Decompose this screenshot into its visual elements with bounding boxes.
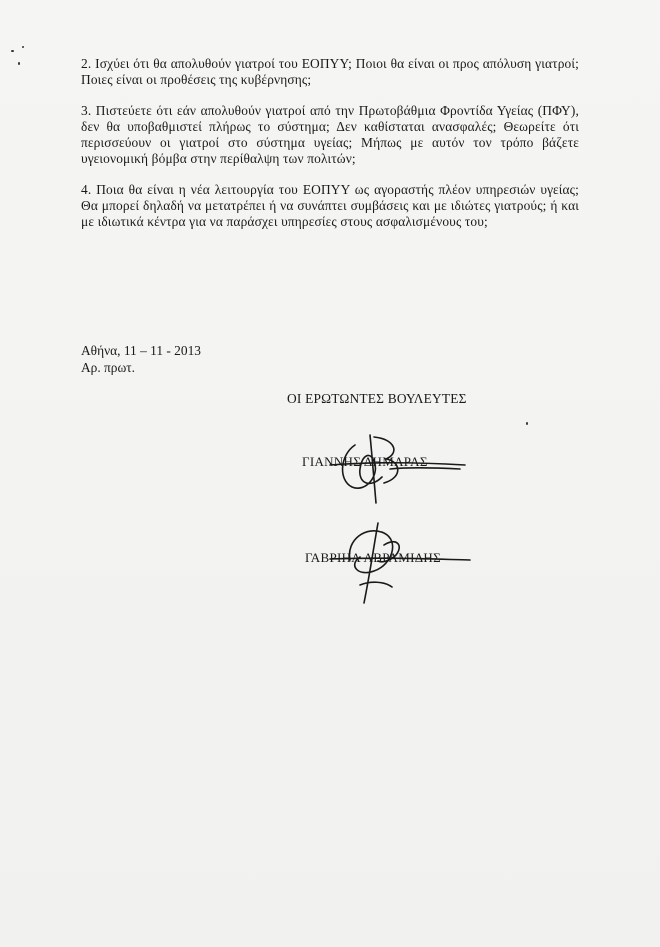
question-4: 4. Ποια θα είναι η νέα λειτουργία του ΕΟΠΥΥ ως αγοραστής πλέον υπηρεσιών υγείας; Θα μπορεί δηλαδή να μετατρέπει ή να συνάπτει συμβάσεις και με ιδιώτες γιατρούς; ή και με ιδιωτικά κέντρα για να παράσχει υπηρεσίες στους ασφαλισμένους του; xyxy=(81,182,579,229)
question-3: 3. Πιστεύετε ότι εάν απολυθούν γιατροί από την Πρωτοβάθμια Φροντίδα Υγείας (ΠΦΥ), δεν θα υποβαθμιστεί πλήρως το σύστημα; Δεν καθίσταται ανασφαλές; Θεωρείτε ότι περισσεύουν οι γιατροί στο σύστημα υγείας; Μήπως με αυτόν τον τρόπο βάζετε υγειονομική βόμβα στην περίθαλψη των πολιτών; xyxy=(81,103,579,166)
scan-speck xyxy=(526,422,528,425)
scan-speck xyxy=(18,62,20,65)
signer-name-avramidis: ΓΑΒΡΙΗΛ ΑΒΡΑΜΙΔΗΣ xyxy=(305,550,441,565)
signature-dimaras xyxy=(300,425,480,510)
signature-avramidis xyxy=(300,515,480,610)
place-date: Αθήνα, 11 – 11 - 2013 xyxy=(81,343,201,358)
signers-heading: ΟΙ ΕΡΩΤΩΝΤΕΣ ΒΟΥΛΕΥΤΕΣ xyxy=(287,391,467,406)
protocol-number: Αρ. πρωτ. xyxy=(81,360,136,375)
question-2: 2. Ισχύει ότι θα απολυθούν γιατροί του ΕΟΠΥΥ; Ποιοι θα είναι οι προς απόλυση γιατροί; Ποιες είναι οι προθέσεις της κυβέρνησης; xyxy=(81,56,579,87)
scan-speck xyxy=(22,46,24,48)
date-block xyxy=(81,342,201,376)
signer-name-dimaras: ΓΙΑΝΝΗΣ ΔΗΜΑΡΑΣ xyxy=(302,454,428,469)
scan-speck xyxy=(11,50,14,52)
